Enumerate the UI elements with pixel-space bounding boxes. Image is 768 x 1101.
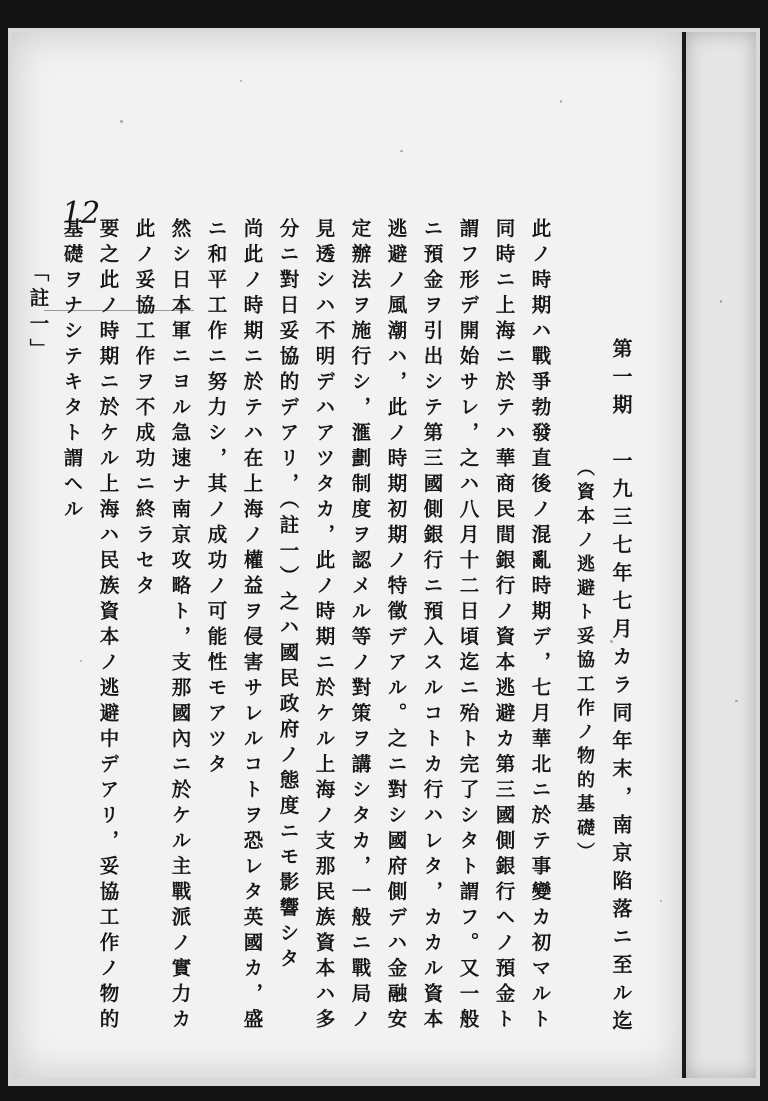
chapter-subtitle: （資本ノ逃避ト妥協工作ノ物的基礎） bbox=[574, 458, 595, 866]
body-column-11: 然シ日本軍ニヨル急速ナ南京攻略ト，支那國內ニ於ケル主戰派ノ實力カ bbox=[168, 218, 192, 1034]
chapter-heading: 第一期 一九三七年七月カラ同年末，南京陷落ニ至ル迄 bbox=[609, 338, 633, 1038]
body-column-14: 基礎ヲナシテキタト謂ヘル bbox=[60, 218, 84, 524]
body-column-5: 逃避ノ風潮ハ，此ノ時期初期ノ特徵デアル。之ニ對シ國府側デハ金融安 bbox=[384, 218, 408, 1034]
scan-speck bbox=[400, 150, 403, 152]
body-column-1: 此ノ時期ハ戰爭勃發直後ノ混亂時期デ，七月華北ニ於テ事變カ初マルト bbox=[528, 218, 552, 1034]
scan-speck bbox=[660, 900, 662, 902]
page-number: 12 bbox=[62, 196, 101, 231]
scan-speck bbox=[610, 640, 613, 643]
scan-speck bbox=[720, 300, 722, 303]
scan-speck bbox=[80, 660, 82, 662]
scan-speck bbox=[120, 120, 123, 123]
body-column-6: 定辦法ヲ施行シ，滙劃制度ヲ認メル等ノ對策ヲ講シタカ，一般ニ戰局ノ bbox=[348, 218, 372, 1034]
scan-speck bbox=[560, 100, 562, 103]
body-column-8: 分ニ對日妥協的デアリ，（註一）之ハ國民政府ノ態度ニモ影響シタ bbox=[276, 218, 300, 974]
body-column-4: ニ預金ヲ引出シテ第三國側銀行ニ預入スルコトカ行ハレタ，カカル資本 bbox=[420, 218, 444, 1034]
body-column-9: 尚此ノ時期ニ於テハ在上海ノ權益ヲ侵害サレルコトヲ恐レタ英國カ，盛 bbox=[240, 218, 264, 1034]
scan-speck bbox=[735, 700, 738, 702]
scan-speck bbox=[240, 80, 242, 82]
footnote-marker: 「註一」 bbox=[26, 262, 50, 364]
body-column-13: 要之此ノ時期ニ於ケル上海ハ民族資本ノ逃避中デアリ，妥協工作ノ物的 bbox=[96, 218, 120, 1034]
body-column-12: 此ノ妥協工作ヲ不成功ニ終ラセタ bbox=[132, 218, 156, 601]
body-column-10: ニ和平工作ニ努力シ，其ノ成功ノ可能性モアツタ bbox=[204, 218, 228, 779]
body-column-3: 謂フ形デ開始サレ，之ハ八月十二日頃迄ニ殆ト完了シタト謂フ。又一般 bbox=[456, 218, 480, 1034]
adjacent-page-edge bbox=[686, 32, 756, 1078]
body-column-7: 見透シハ不明デハアツタカ，此ノ時期ニ於ケル上海ノ支那民族資本ハ多 bbox=[312, 218, 336, 1034]
body-column-2: 同時ニ上海ニ於テハ華商民間銀行ノ資本逃避カ第三國側銀行ヘノ預金ト bbox=[492, 218, 516, 1034]
